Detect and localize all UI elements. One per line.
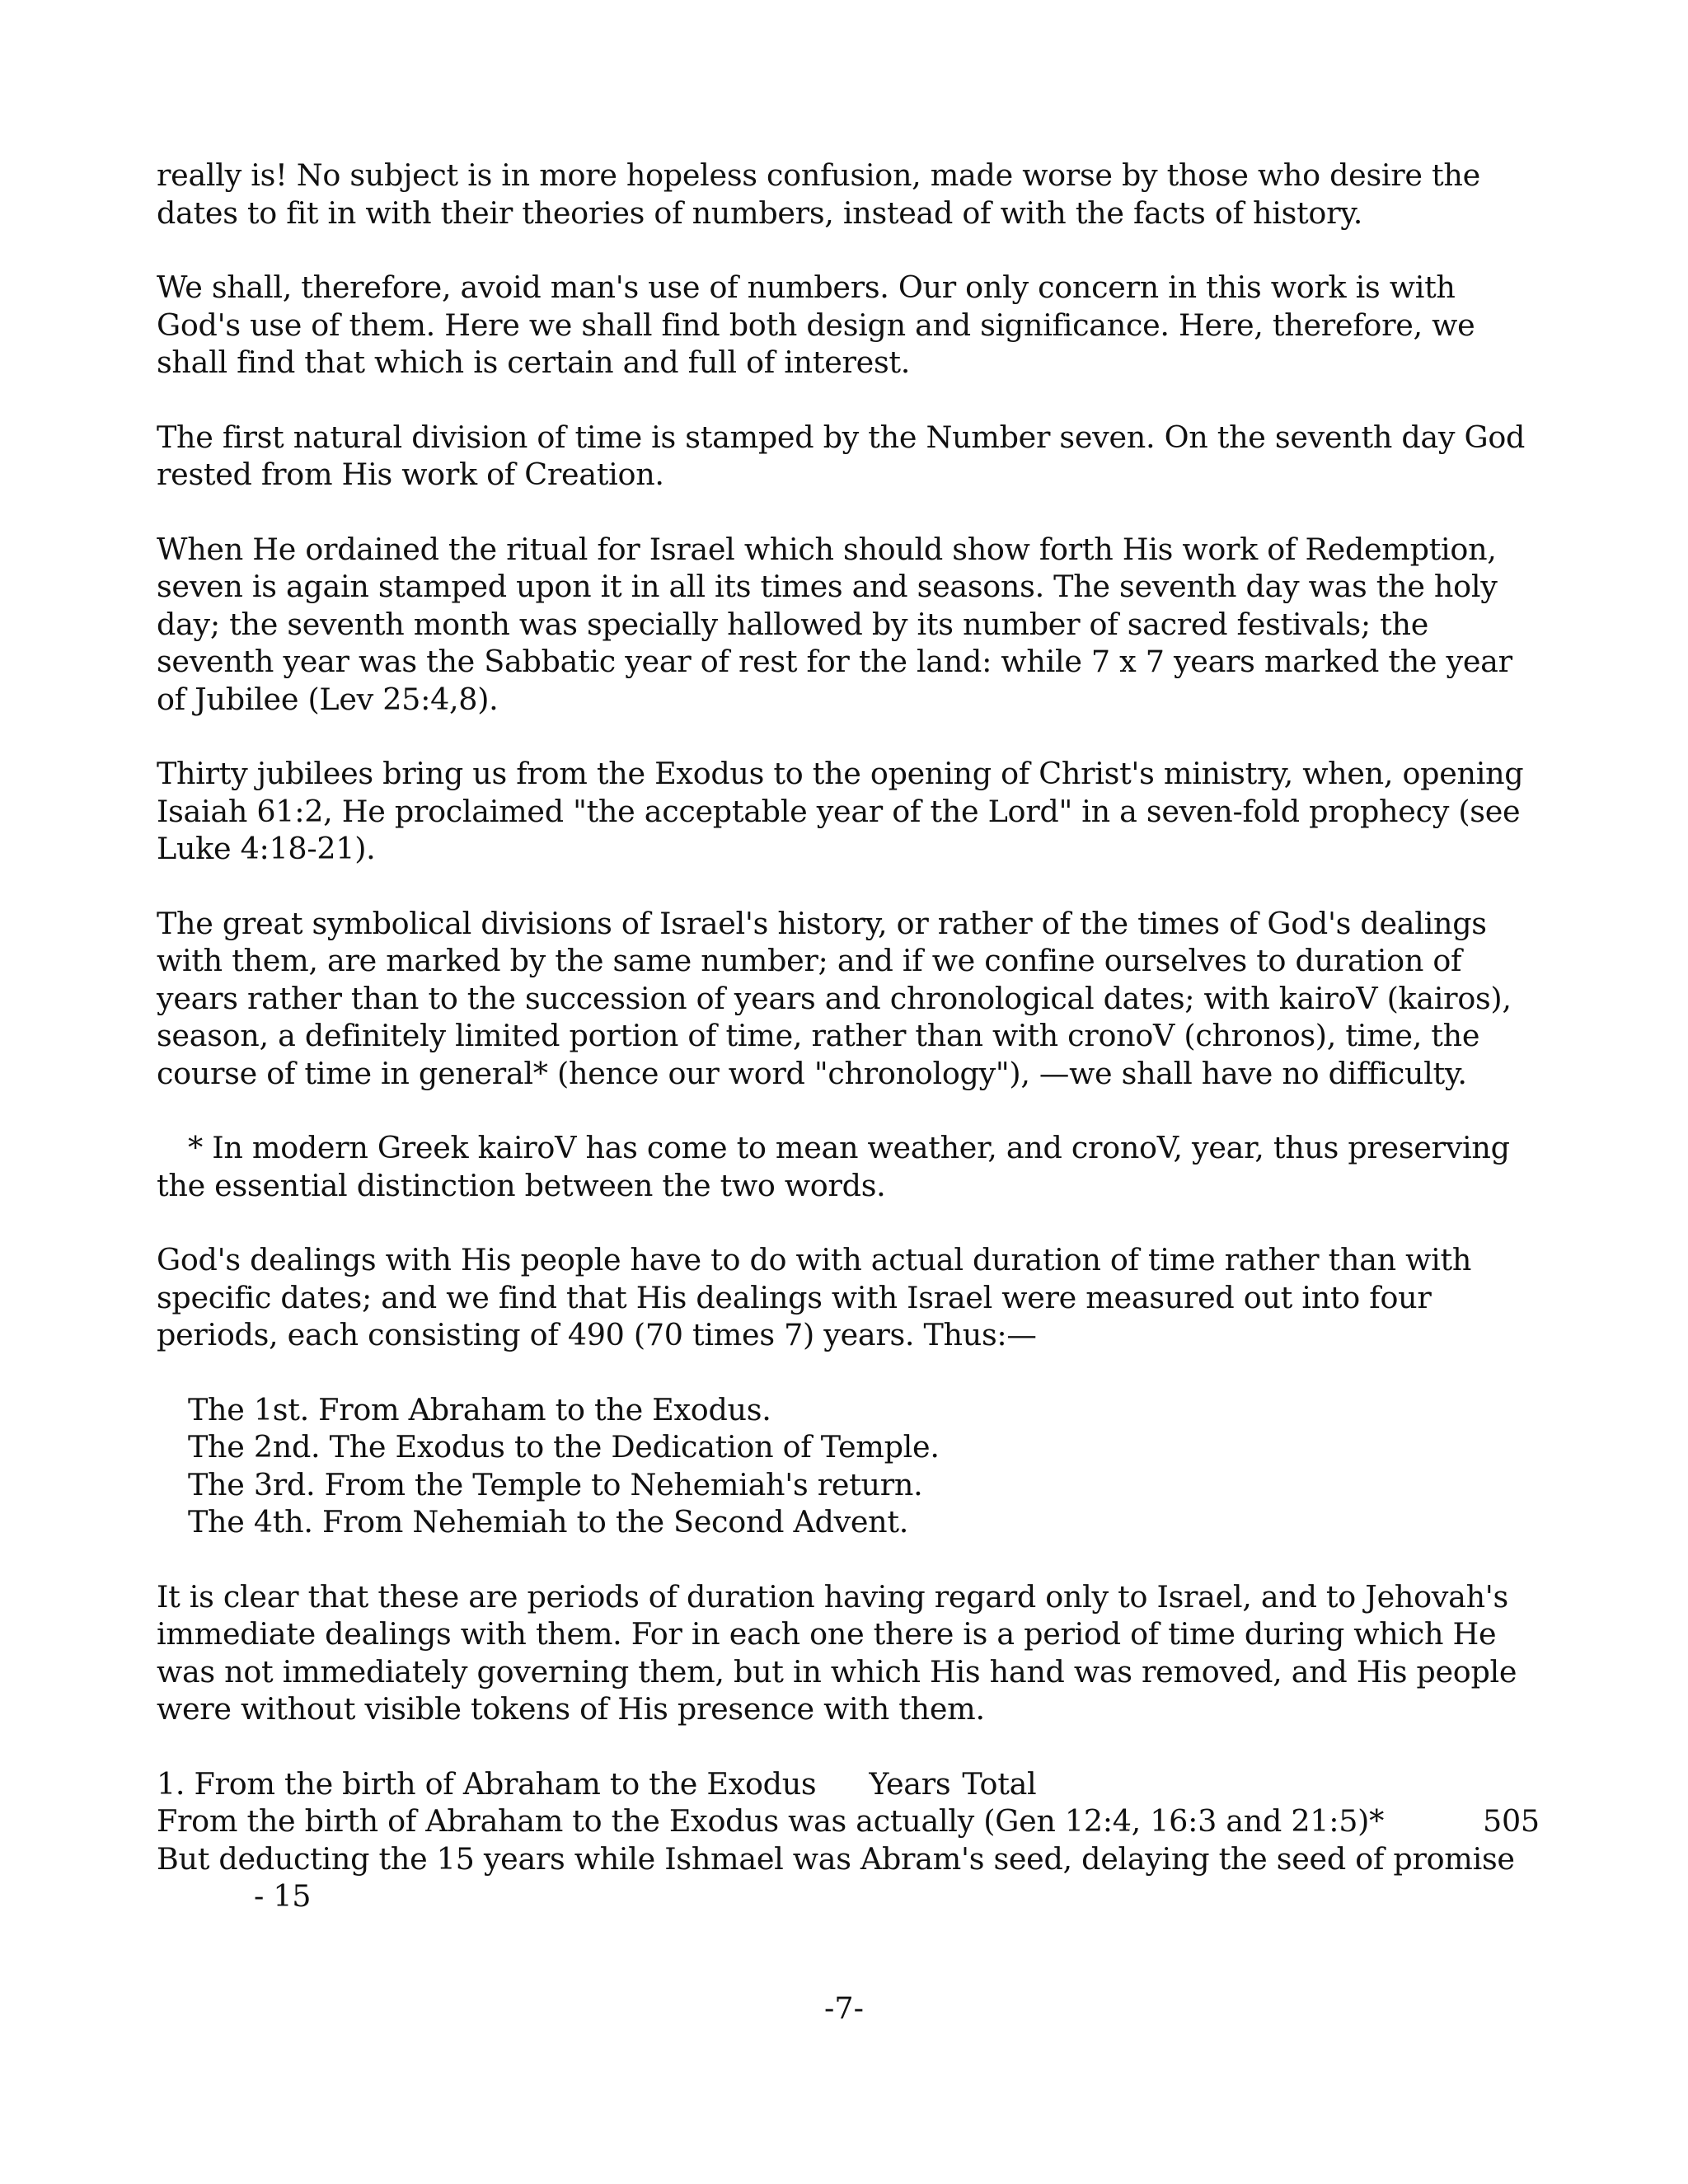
table-row (157, 1802, 1541, 1840)
footnote: * In modern Greek kairoV has come to mean weather, and cronoV, year, thus preserving the essential distinction between the two words. (157, 1130, 1510, 1203)
table-heading: 1. From the birth of Abraham to the Exodus (157, 1765, 817, 1802)
period-list (188, 1391, 1541, 1541)
row-value: - 15 (254, 1878, 312, 1914)
paragraph-8: It is clear that these are periods of duration having regard only to Israel, and to Jehovah's immediate dealings with them. For in each one there is a period of time during which He was not immediately governing them, but in which His hand was removed, and His people were without visible tokens of His presence with them. (157, 1578, 1517, 1727)
table-row (157, 1840, 1541, 1878)
paragraph-5: Thirty jubilees bring us from the Exodus to the opening of Christ's ministry, when, opening Isaiah 61:2, He proclaimed "the acceptable year of the Lord" in a seven-fold prophecy (see Luke 4:18-21). (157, 756, 1524, 866)
column-total-header: Total (962, 1765, 1037, 1802)
period-item: The 1st. From Abraham to the Exodus. (188, 1391, 771, 1427)
row-value: 505 (1483, 1803, 1540, 1839)
paragraph-4: When He ordained the ritual for Israel which should show forth His work of Redemption, seven is again stamped upon it in all its times and seasons. The seventh day was the holy day; the seventh month was specially hallowed by its number of sacred festivals; the seventh year was the Sabbatic year of rest for the land: while 7 x 7 years marked the year of Jubilee (Lev 25:4,8). (157, 531, 1512, 717)
row-description: From the birth of Abraham to the Exodus was actually (Gen 12:4, 16:3 and 21:5)* (157, 1803, 1385, 1839)
row-description: But deducting the 15 years while Ishmael was Abram's seed, delaying the seed of promise (157, 1840, 1515, 1877)
period-item: The 4th. From Nehemiah to the Second Advent. (188, 1504, 909, 1540)
column-years-header: Years (869, 1765, 951, 1802)
table-heading-row (157, 1765, 1541, 1803)
document-page (157, 157, 1541, 1915)
paragraph-2: We shall, therefore, avoid man's use of numbers. Our only concern in this work is with God's use of them. Here we shall find both design and significance. Here, therefore, we shall find that which is certain and full of interest. (157, 269, 1475, 380)
paragraph-7: God's dealings with His people have to do with actual duration of time rather than with specific dates; and we find that His dealings with Israel were measured out into four periods, each consisting of 490 (70 times 7) years. Thus:— (157, 1242, 1472, 1352)
period-item: The 2nd. The Exodus to the Dedication of Temple. (188, 1429, 940, 1465)
paragraph-3: The first natural division of time is stamped by the Number seven. On the seventh day God rested from His work of Creation. (157, 419, 1526, 492)
period-item: The 3rd. From the Temple to Nehemiah's return. (188, 1466, 923, 1502)
years-table (157, 1765, 1541, 1915)
paragraph-1: really is! No subject is in more hopeless confusion, made worse by those who desire the dates to fit in with their theories of numbers, instead of with the facts of history. (157, 157, 1480, 231)
page-number: -7- (824, 1990, 864, 2026)
paragraph-6: The great symbolical divisions of Israel's history, or rather of the times of God's dealings with them, are marked by the same number; and if we confine ourselves to duration of years rather than to the succession of years and chronological dates; with kairoV (kairos), season, a definitely limited portion of time, rather than with cronoV (chronos), time, the course of time in general* (hence our word "chronology"), —we shall have no difficulty. (157, 905, 1512, 1091)
